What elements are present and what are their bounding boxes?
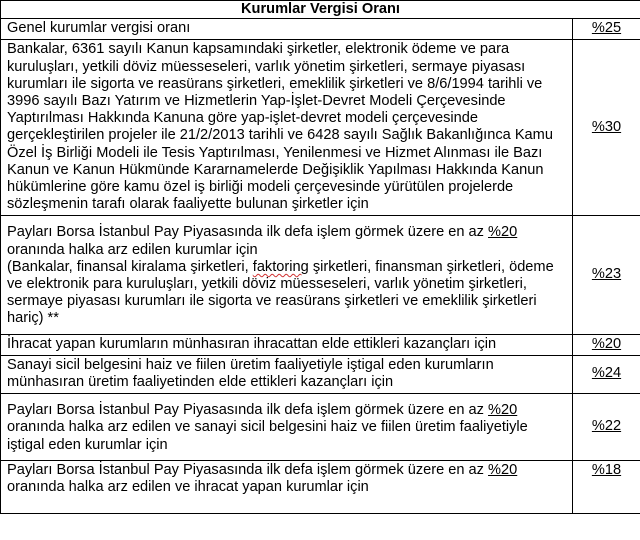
table-row xyxy=(1,394,640,461)
row-description xyxy=(1,394,573,461)
row-rate: %22 xyxy=(573,394,640,461)
row-rate: %18 xyxy=(573,460,640,513)
table-row xyxy=(1,40,640,216)
percentage-link: %20 xyxy=(488,224,518,241)
table-row xyxy=(1,355,640,393)
row-rate: %25 xyxy=(573,19,640,40)
description-tail: oranında halka arz edilen ve ihracat yapan kurumlar için xyxy=(7,479,369,496)
table-row xyxy=(1,334,640,355)
description-tail: oranında halka arz edilen ve sanayi sicil belgesini haiz ve fiilen üretim faaliyetiyle iştigal eden kurumlar için xyxy=(7,419,528,453)
row-description: Sanayi sicil belgesini haiz ve fiilen üretim faaliyetiyle iştigal eden kurumların münhasıran üretim faaliyetinden elde ettikleri kazançları için xyxy=(1,355,573,393)
row-description xyxy=(1,216,573,334)
description-mid: oranında halka arz edilen kurumlar için xyxy=(7,241,258,258)
row-rate: %20 xyxy=(573,334,640,355)
row-rate: %24 xyxy=(573,355,640,393)
description-lead: Payları Borsa İstanbul Pay Piyasasında ilk defa işlem görmek üzere en az xyxy=(7,224,484,241)
description-lead: Payları Borsa İstanbul Pay Piyasasında ilk defa işlem görmek üzere en az xyxy=(7,461,484,478)
table-header-row xyxy=(1,1,640,19)
table-row xyxy=(1,216,640,334)
exclusion-note xyxy=(7,259,566,328)
table-title: Kurumlar Vergisi Oranı xyxy=(1,1,640,19)
exclusion-post: şirketleri, finansman şirketleri, ödeme ve elektronik para kuruluşları, yetkili döviz müesseseleri, varlık yönetim şirketleri, sermaye piyasası kurumları ile sigorta ve reasürans şirketleri ve emeklilik şirketleri hariç) ** xyxy=(7,258,554,327)
row-rate: %23 xyxy=(573,216,640,334)
table-row xyxy=(1,460,640,513)
row-description: Genel kurumlar vergisi oranı xyxy=(1,19,573,40)
row-description xyxy=(1,460,573,513)
percentage-link: %20 xyxy=(488,402,518,419)
table-row xyxy=(1,19,640,40)
row-description: İhracat yapan kurumların münhasıran ihracattan elde ettikleri kazançları için xyxy=(1,334,573,355)
percentage-link: %20 xyxy=(488,461,518,478)
spellcheck-flagged-word: faktoring xyxy=(252,258,309,275)
description-lead: Payları Borsa İstanbul Pay Piyasasında ilk defa işlem görmek üzere en az xyxy=(7,402,484,419)
row-rate: %30 xyxy=(573,40,640,216)
row-description: Bankalar, 6361 sayılı Kanun kapsamındaki şirketler, elektronik ödeme ve para kuruluşları, yetkili döviz müesseseleri, varlık yönetim şirketleri, sermaye piyasası kurumları ile sigorta ve reasürans şirketleri, emeklilik şirketleri ve 8/6/1994 tarihli ve 3996 sayılı Bazı Yatırım ve Hizmetlerin Yap-İşlet-Devret Modeli Çerçevesinde Yaptırılması Hakkında Kanuna göre yap-işlet-devret modeli çerçevesinde gerçekleştirilen projeler ile 21/2/2013 tarihli ve 6428 sayılı Sağlık Bakanlığınca Kamu Özel İş Birliği Modeli ile Tesis Yaptırılması, Yenilenmesi ve Hizmet Alınması ile Bazı Kanun ve Kanun Hükmünde Kararnamelerde Değişiklik Yapılması Hakkında Kanun hükümlerine göre kamu özel iş birliği modeli çerçevesinde yürütülen projelerde sözleşmenin tarafı olarak faaliyette bulunan şirketler için xyxy=(1,40,573,216)
exclusion-pre: (Bankalar, finansal kiralama şirketleri, xyxy=(7,258,249,275)
